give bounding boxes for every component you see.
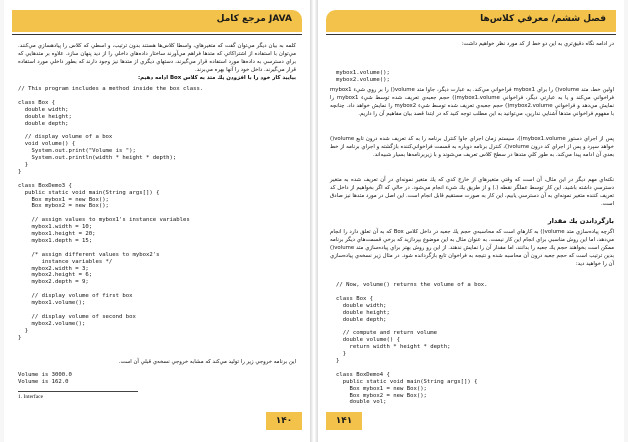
code-volume-calls: mybox1.volume(); mybox2.volume(); [336,70,390,83]
section-title-returning-value: بازگرداندن يك مقدار [547,217,614,225]
right-page [318,0,624,442]
footnote-rule [18,391,138,392]
code-listing-boxdemo3: // This program includes a method inside the box class. class Box { double width; double height; double depth; // display volume of a box void volume() { System.out.print("Volume is "); System.out.println(width * height * depth); } } class BoxDemo3 { public static void main(String args[]) { Box mybox1 = new Box(); Box mybox2 = new Box(); // assign values to mybox1's instance variables mybox1.width = 10; mybox1.height = 20; mybox1.depth = 15; /* assign different values to mybox2's instance variables */ mybox2.width = 3; mybox2.height = 6; mybox2.depth = 9; // display volume of first box mybox1.volume(); // display volume of second box mybox2.volume(); } } [18,86,204,341]
left-header-title: مرجع كامل JAVA [216,14,292,24]
para-lines-intro: در ادامه نگاه دقيق‌تري به اين دو خط از كد مورد نظر خواهيم داشت: [461,41,614,47]
page-number-right: ۱۴۱ [326,412,362,430]
output-caption: اين برنامه خروجي زير را توليد مي‌كند كه مشابه خروجي نسخه‌ي قبلي آن است. [118,359,296,365]
intro-paragraph-2: بياييد كار خود را با افزودن يك متد به كلاس Box ادامه دهيم: [138,75,296,81]
intro-paragraph: كلمه به بيان ديگر مي‌توان گفت كه متغيرهاي، واسطا كلاس‌ها هستند بدون ترتيب، و اسطي كه كلاس را پيادهسازي مي‌كنند. مي‌توان با استفاده از اشتراكاتي كه متدها فراهم مي‌آورند ساختار داده‌هاي داخلي را از ديد پنهان سازد. علاوه بر متدهايي كه براي دسترسي به داده‌ها مورد استفاده قرار مي‌گيرند، دستهاي ديگري از متدها نيز وجود دارند كه بطور داخلي مورد استفاده قرار مي‌گيرند. داخل خود را آنها بهره مي‌برند. [18,43,296,73]
left-page-header [12,10,302,32]
para-dot-operator: نكته‌اي مهم ديگر در اين مثال، آن است كه وقتي متغيرهاي از خارج كدي كه يك متغير نمونه‌اي در آن تعريف شده به متغير دسترسي داشته باشيد، اين كار توسط عملگر نقطه (.) و از طريق يك شيء انجام مي‌شود. در حالي كه اگر بخواهيم از داخل كد تعريف كننده متغير نمونه‌اي به آن دسترسي يابيم، اين كار به صورت مستقيم قابل انجام است. اين اصل در مورد متدها نيز صادق است. [330,177,614,207]
program-output: Volume is 3000.0 Volume is 162.0 [18,372,72,385]
para-runtime-control: پس از اجراي دستور mybox1.volume()، سيستم زمان اجراي جاوا كنترل برنامه را به كد تعريف شده درون تابع volume() خواهد سپرد و پس از اجراي كد درون volume()، كنترل برنامه دوباره به قسمت فراخواني‌كننده بازگشته و اجراي برنامه از خط بعدي آن ادامه پيدا مي‌كند. به طور كلي متدها در سطح كلاس تعريف مي‌شوند و با زيربرنامه‌ها بسيار شبيه‌اند. [330,136,614,158]
page-number-left: ۱۴۰ [266,412,302,430]
right-page-header [326,10,616,32]
para-first-call: اولين خط، متد volume() را براي mybox1 فراخواني مي‌كند. به عبارت ديگر، جاوا متد volume() را بر روي شيء mybox1 فراخواني مي‌كند و يا به عبارتي ديگر، فراخواني mybox1.volume() حجم جعبه‌ي تعريف شده توسط شيء mybox1 را نمايش مي‌دهد و فراخواني mybox2.volume() حجم جعبه‌ي تعريف شده توسط شيء mybox2 را نمايش خواهد داد. چنانچه با مفهوم فراخواني متدها آشنايي ندارين، مي‌توانيد به اين مطلب توجه كنيد كه در ابتدا قصد بيان مفاهيم آن را داريم. [330,87,614,117]
header-rule [12,34,302,35]
header-rule-right [326,34,616,35]
footnote: 1. Interface [18,394,44,400]
right-header-title: فصل ششم/ معرفي كلاس‌ها [480,14,606,24]
book-gutter [310,0,318,442]
code-listing-boxdemo4: // Now, volume() returns the volume of a box. class Box { double width; double height; double depth; // compute and return volume double volume() { return width * height * depth; } } class BoxDemo4 { public static void main(String args[]) { Box mybox1 = new Box(); Box mybox2 = new Box(); double vol; [336,282,488,406]
left-page [4,0,310,442]
para-returning-value: اگرچه پياده‌سازي متد volume() به كارهاي است كه محاسبه‌ي حجم يك جعبه در داخل كلاس Box كه به آن تعلق دارد را انجام مي‌دهد، اما اين روش مناسبي براي انجام اين كار نيست. به عنوان مثال به اين موضوع بپردازيد كه برخي قسمت‌هاي ديگر برنامه ممكن است بخواهند حجم يك جعبه را بدانند، اما مقدار آن را نمايش ندهند. از اين رو روش بهتر براي پياده‌سازي متد volume() بدين ترتيب است كه حجم جعبه درون آن محاسبه شده و نتيجه به فراخوان تابع بازگردانده شود. در مثال زير نسخه‌ي پياده‌سازي آن را خواهيد ديد: [330,229,615,267]
